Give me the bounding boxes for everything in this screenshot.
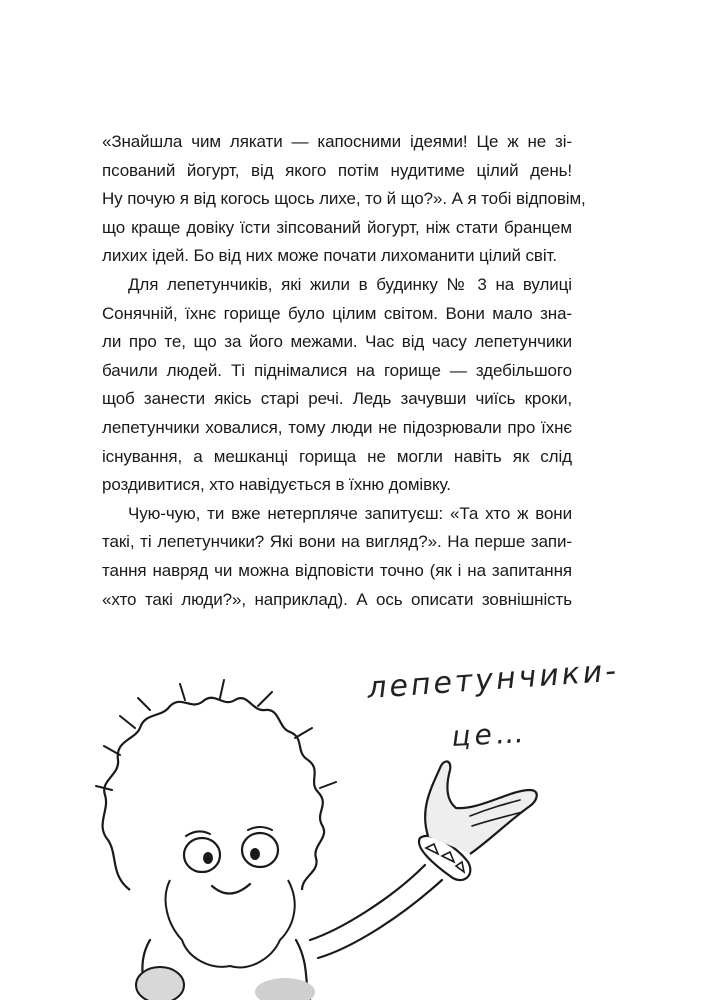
text-line: Сонячній, їхнє горище було цілим світом. Вони мало зна- <box>102 303 572 323</box>
text-line: щоб занести якісь старі речі. Ледь зачувши чиїсь кроки, <box>102 389 572 409</box>
text-line: лихих ідей. Бо від них може почати лихоманити цілий світ. <box>102 246 557 266</box>
left-eye <box>184 838 220 872</box>
caption-line-1: лепетунчики- <box>366 653 621 706</box>
hand <box>425 761 537 854</box>
text-line: Чую-чую, ти вже нетерпляче запитуєш: «Та хто ж вони <box>128 503 572 523</box>
smile <box>212 884 250 894</box>
fur-strokes <box>96 680 336 790</box>
raised-arm <box>310 865 442 958</box>
right-eye <box>242 833 278 867</box>
text-line: Для лепетунчиків, які жили в будинку № 3 на вулиці <box>128 274 572 294</box>
text-line: Ну почую я від когось щось лихе, то й що?». А я тобі відповім, <box>102 189 586 209</box>
text-line: псований йогурт, від якого потім нудитиме цілий день! <box>102 160 572 180</box>
text-line: тання навряд чи можна відповісти точно (як і на запитання <box>102 560 572 580</box>
right-pupil <box>250 848 260 860</box>
text-line: «Знайшла чим лякати — капосними ідеями! Це ж не зі- <box>102 132 572 151</box>
text-line: лепетунчики ховалися, тому люди не підозрювали про їхнє <box>102 417 572 437</box>
body-text <box>102 128 586 614</box>
text-line: бачили людей. Ті піднімалися на горище — здебільшого <box>102 360 572 380</box>
paragraph-3 <box>102 500 572 614</box>
text-line: «хто такі люди?», наприклад). А ось описати зовнішність <box>102 589 572 609</box>
held-pot <box>136 967 184 1000</box>
text-line: існування, а мешканці горища не могли навіть як слід <box>102 446 572 466</box>
text-line: що краще довіку їсти зіпсований йогурт, ніж стати бранцем <box>102 217 572 237</box>
text-line: роздивитися, хто навідується в їхню домівку. <box>102 475 451 495</box>
text-line: ли про те, що за його межами. Час від часу лепетунчики <box>102 332 572 352</box>
text-line: такі, ті лепетунчики? Які вони на вигляд?». На перше запи- <box>102 532 572 552</box>
lepetunchyk-illustration <box>90 640 650 1000</box>
paragraph-2 <box>102 271 572 500</box>
caption-line-2: це… <box>450 716 529 753</box>
left-pupil <box>203 852 213 864</box>
paragraph-1 <box>102 128 586 271</box>
